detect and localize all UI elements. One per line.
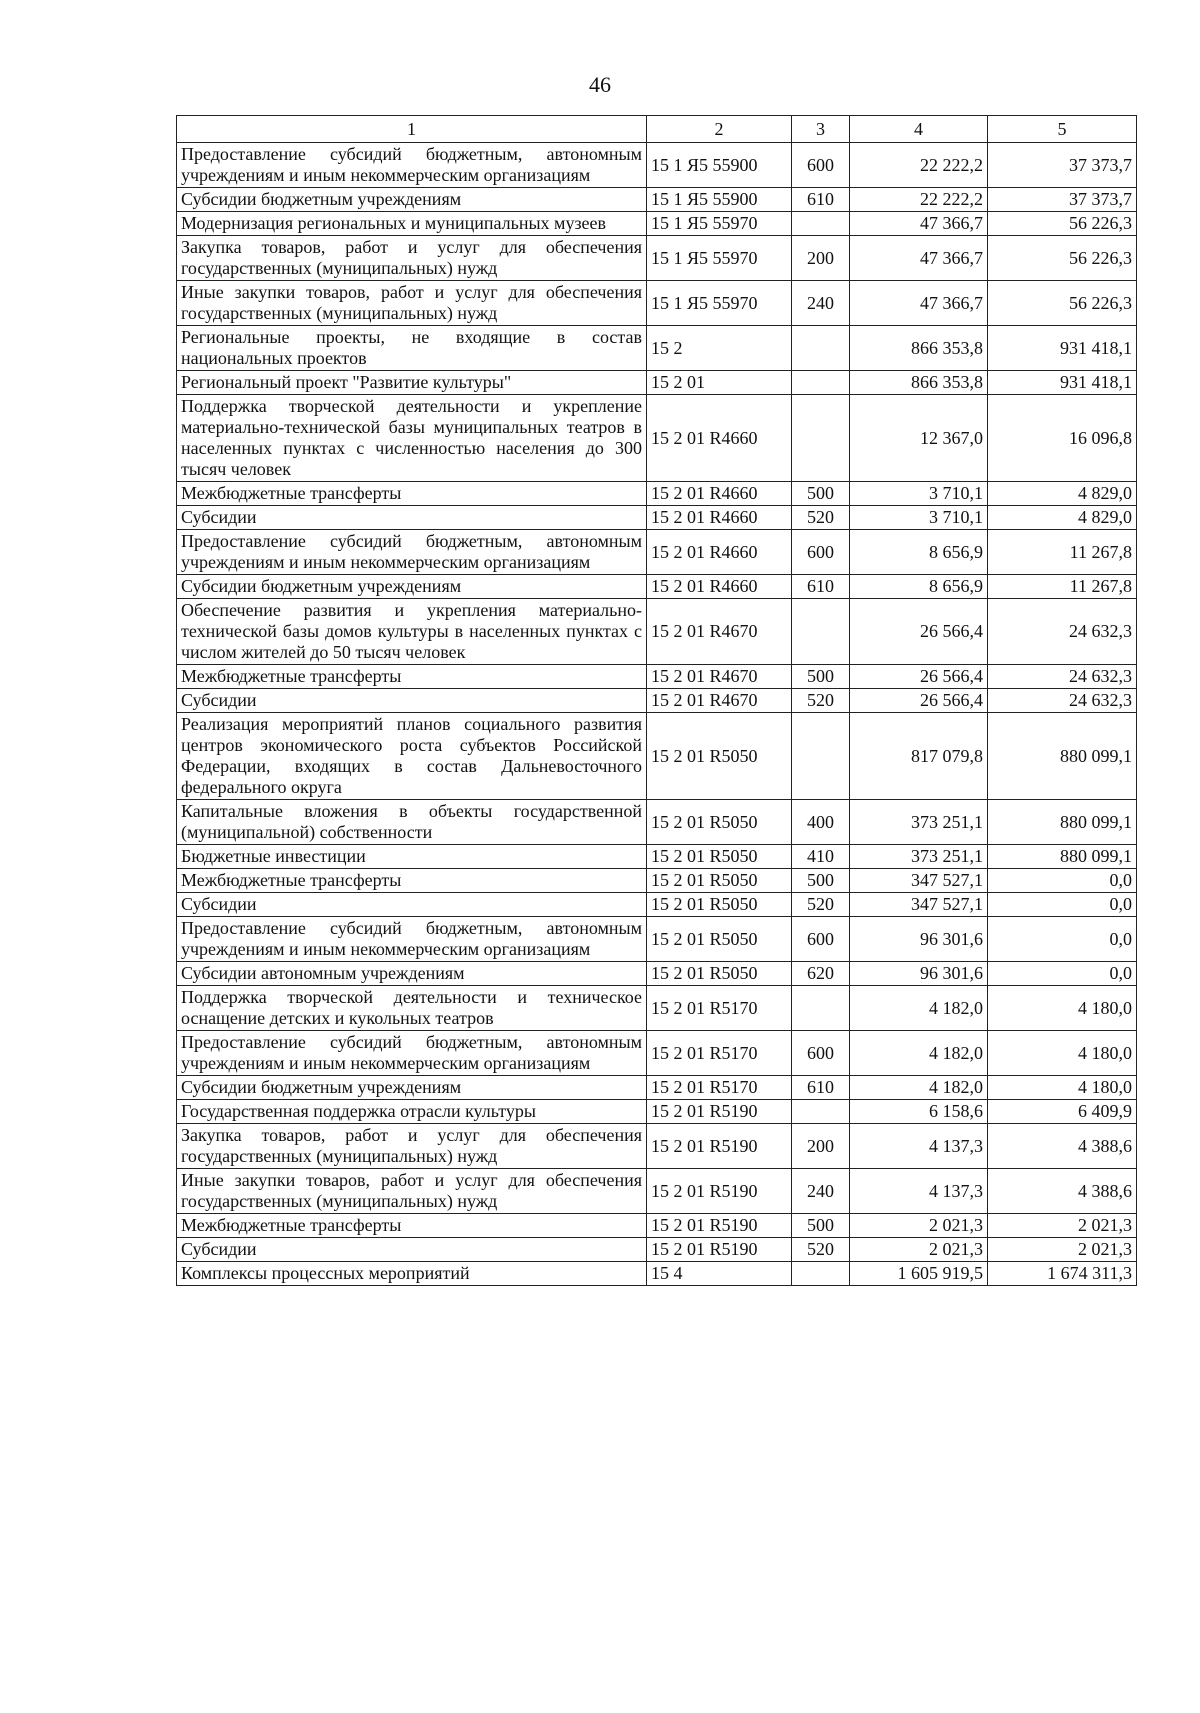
- row-value-1-cell: 2 021,3: [850, 1238, 988, 1262]
- row-name-cell: Бюджетные инвестиции: [177, 845, 647, 869]
- row-value-1-cell: 1 605 919,5: [850, 1262, 988, 1286]
- row-code-cell: 15 1 Я5 55970: [647, 236, 792, 281]
- row-value-1-cell: 96 301,6: [850, 962, 988, 986]
- row-name-cell: Закупка товаров, работ и услуг для обеспечения государственных (муниципальных) нужд: [177, 236, 647, 281]
- row-code-cell: 15 2: [647, 326, 792, 371]
- table-row: [177, 845, 1137, 869]
- row-value-1-cell: 2 021,3: [850, 1214, 988, 1238]
- table-row: [177, 281, 1137, 326]
- row-value-1-cell: 373 251,1: [850, 845, 988, 869]
- row-value-1-cell: 817 079,8: [850, 713, 988, 800]
- column-header-name: 1: [177, 116, 647, 143]
- row-code-cell: 15 1 Я5 55970: [647, 212, 792, 236]
- row-value-2-cell: 931 418,1: [988, 326, 1137, 371]
- row-name-cell: Поддержка творческой деятельности и укрепление материально-технической базы муниципальных театров в населенных пунктах с численностью населения до 300 тысяч человек: [177, 395, 647, 482]
- row-value-2-cell: 37 373,7: [988, 143, 1137, 188]
- row-type-cell: 500: [792, 665, 850, 689]
- row-value-1-cell: 866 353,8: [850, 371, 988, 395]
- table-row: [177, 1100, 1137, 1124]
- row-value-2-cell: 0,0: [988, 869, 1137, 893]
- row-value-1-cell: 866 353,8: [850, 326, 988, 371]
- row-value-1-cell: 8 656,9: [850, 575, 988, 599]
- row-type-cell: [792, 713, 850, 800]
- row-code-cell: 15 1 Я5 55970: [647, 281, 792, 326]
- row-type-cell: [792, 599, 850, 665]
- row-name-cell: Субсидии бюджетным учреждениям: [177, 575, 647, 599]
- table-row: [177, 188, 1137, 212]
- row-value-1-cell: 347 527,1: [850, 869, 988, 893]
- row-type-cell: [792, 371, 850, 395]
- table-row: [177, 665, 1137, 689]
- table-header-row: [177, 116, 1137, 143]
- row-value-2-cell: 24 632,3: [988, 665, 1137, 689]
- row-code-cell: 15 2 01 R4660: [647, 395, 792, 482]
- row-code-cell: 15 2 01 R5050: [647, 800, 792, 845]
- table-row: [177, 599, 1137, 665]
- table-row: [177, 143, 1137, 188]
- row-value-1-cell: 8 656,9: [850, 530, 988, 575]
- table-row: [177, 212, 1137, 236]
- table-row: [177, 1262, 1137, 1286]
- row-value-1-cell: 12 367,0: [850, 395, 988, 482]
- row-type-cell: 200: [792, 236, 850, 281]
- row-code-cell: 15 2 01 R5190: [647, 1124, 792, 1169]
- row-name-cell: Межбюджетные трансферты: [177, 665, 647, 689]
- table-row: [177, 689, 1137, 713]
- row-value-1-cell: 6 158,6: [850, 1100, 988, 1124]
- row-name-cell: Субсидии бюджетным учреждениям: [177, 188, 647, 212]
- table-row: [177, 1169, 1137, 1214]
- row-type-cell: 600: [792, 917, 850, 962]
- row-type-cell: [792, 1262, 850, 1286]
- row-type-cell: 520: [792, 506, 850, 530]
- row-name-cell: Субсидии: [177, 893, 647, 917]
- column-header-type: 3: [792, 116, 850, 143]
- table-row: [177, 800, 1137, 845]
- table-row: [177, 1031, 1137, 1076]
- row-code-cell: 15 2 01 R5050: [647, 713, 792, 800]
- row-type-cell: 500: [792, 869, 850, 893]
- row-value-2-cell: 56 226,3: [988, 281, 1137, 326]
- row-value-1-cell: 96 301,6: [850, 917, 988, 962]
- budget-table: [176, 115, 1137, 1286]
- row-code-cell: 15 2 01 R4660: [647, 506, 792, 530]
- row-value-2-cell: 4 180,0: [988, 986, 1137, 1031]
- row-value-2-cell: 880 099,1: [988, 845, 1137, 869]
- row-code-cell: 15 2 01 R5190: [647, 1100, 792, 1124]
- row-code-cell: 15 2 01 R4670: [647, 689, 792, 713]
- row-type-cell: 500: [792, 482, 850, 506]
- row-name-cell: Субсидии: [177, 506, 647, 530]
- row-type-cell: 610: [792, 1076, 850, 1100]
- row-type-cell: [792, 326, 850, 371]
- row-value-1-cell: 26 566,4: [850, 689, 988, 713]
- row-type-cell: 240: [792, 1169, 850, 1214]
- row-name-cell: Модернизация региональных и муниципальных музеев: [177, 212, 647, 236]
- row-name-cell: Предоставление субсидий бюджетным, автономным учреждениям и иным некоммерческим организациям: [177, 1031, 647, 1076]
- row-value-1-cell: 47 366,7: [850, 281, 988, 326]
- row-code-cell: 15 2 01 R5050: [647, 869, 792, 893]
- row-type-cell: [792, 395, 850, 482]
- row-value-1-cell: 4 182,0: [850, 986, 988, 1031]
- table-row: [177, 371, 1137, 395]
- row-name-cell: Реализация мероприятий планов социального развития центров экономического роста субъектов Российской Федерации, входящих в состав Дальневосточного федерального округа: [177, 713, 647, 800]
- row-code-cell: 15 2 01 R4660: [647, 482, 792, 506]
- row-value-1-cell: 47 366,7: [850, 212, 988, 236]
- row-code-cell: 15 4: [647, 1262, 792, 1286]
- row-value-1-cell: 373 251,1: [850, 800, 988, 845]
- table-row: [177, 713, 1137, 800]
- row-code-cell: 15 2 01: [647, 371, 792, 395]
- column-header-value-1: 4: [850, 116, 988, 143]
- row-name-cell: Субсидии: [177, 1238, 647, 1262]
- row-name-cell: Комплексы процессных мероприятий: [177, 1262, 647, 1286]
- row-value-2-cell: 11 267,8: [988, 530, 1137, 575]
- row-code-cell: 15 2 01 R5190: [647, 1169, 792, 1214]
- row-type-cell: [792, 986, 850, 1031]
- row-code-cell: 15 1 Я5 55900: [647, 143, 792, 188]
- row-value-2-cell: 4 388,6: [988, 1124, 1137, 1169]
- row-name-cell: Предоставление субсидий бюджетным, автономным учреждениям и иным некоммерческим организациям: [177, 530, 647, 575]
- row-type-cell: 610: [792, 575, 850, 599]
- row-value-2-cell: 4 180,0: [988, 1031, 1137, 1076]
- row-name-cell: Межбюджетные трансферты: [177, 869, 647, 893]
- row-value-1-cell: 4 182,0: [850, 1031, 988, 1076]
- row-name-cell: Региональный проект "Развитие культуры": [177, 371, 647, 395]
- row-value-2-cell: 4 829,0: [988, 482, 1137, 506]
- column-header-code: 2: [647, 116, 792, 143]
- row-value-2-cell: 0,0: [988, 917, 1137, 962]
- row-type-cell: 600: [792, 143, 850, 188]
- table-row: [177, 1214, 1137, 1238]
- row-value-1-cell: 26 566,4: [850, 599, 988, 665]
- row-type-cell: 600: [792, 1031, 850, 1076]
- table-row: [177, 506, 1137, 530]
- row-name-cell: Поддержка творческой деятельности и техническое оснащение детских и кукольных театров: [177, 986, 647, 1031]
- row-code-cell: 15 2 01 R5170: [647, 1031, 792, 1076]
- row-value-1-cell: 3 710,1: [850, 482, 988, 506]
- table-row: [177, 1076, 1137, 1100]
- row-value-1-cell: 4 137,3: [850, 1169, 988, 1214]
- row-value-2-cell: 6 409,9: [988, 1100, 1137, 1124]
- table-row: [177, 917, 1137, 962]
- row-code-cell: 15 1 Я5 55900: [647, 188, 792, 212]
- row-value-1-cell: 4 182,0: [850, 1076, 988, 1100]
- row-value-2-cell: 56 226,3: [988, 212, 1137, 236]
- row-value-2-cell: 37 373,7: [988, 188, 1137, 212]
- row-type-cell: 620: [792, 962, 850, 986]
- table-row: [177, 893, 1137, 917]
- row-value-1-cell: 4 137,3: [850, 1124, 988, 1169]
- table-row: [177, 869, 1137, 893]
- row-value-2-cell: 11 267,8: [988, 575, 1137, 599]
- row-name-cell: Межбюджетные трансферты: [177, 1214, 647, 1238]
- row-type-cell: 200: [792, 1124, 850, 1169]
- row-value-2-cell: 0,0: [988, 893, 1137, 917]
- row-value-1-cell: 47 366,7: [850, 236, 988, 281]
- row-value-2-cell: 1 674 311,3: [988, 1262, 1137, 1286]
- row-name-cell: Субсидии бюджетным учреждениям: [177, 1076, 647, 1100]
- table-row: [177, 575, 1137, 599]
- row-value-2-cell: 2 021,3: [988, 1238, 1137, 1262]
- page-number: 46: [589, 72, 611, 97]
- row-value-2-cell: 4 829,0: [988, 506, 1137, 530]
- row-type-cell: 600: [792, 530, 850, 575]
- table-row: [177, 482, 1137, 506]
- table-row: [177, 962, 1137, 986]
- row-value-1-cell: 347 527,1: [850, 893, 988, 917]
- row-name-cell: Закупка товаров, работ и услуг для обеспечения государственных (муниципальных) нужд: [177, 1124, 647, 1169]
- row-value-2-cell: 24 632,3: [988, 599, 1137, 665]
- row-value-2-cell: 880 099,1: [988, 713, 1137, 800]
- column-header-value-2: 5: [988, 116, 1137, 143]
- table-body: [177, 143, 1137, 1286]
- row-value-1-cell: 22 222,2: [850, 143, 988, 188]
- table-row: [177, 1238, 1137, 1262]
- table-row: [177, 395, 1137, 482]
- row-name-cell: Региональные проекты, не входящие в состав национальных проектов: [177, 326, 647, 371]
- row-value-1-cell: 26 566,4: [850, 665, 988, 689]
- row-value-2-cell: 2 021,3: [988, 1214, 1137, 1238]
- row-value-2-cell: 0,0: [988, 962, 1137, 986]
- row-name-cell: Межбюджетные трансферты: [177, 482, 647, 506]
- row-code-cell: 15 2 01 R4660: [647, 530, 792, 575]
- row-code-cell: 15 2 01 R5170: [647, 1076, 792, 1100]
- row-code-cell: 15 2 01 R5190: [647, 1238, 792, 1262]
- row-name-cell: Капитальные вложения в объекты государственной (муниципальной) собственности: [177, 800, 647, 845]
- table-row: [177, 1124, 1137, 1169]
- row-code-cell: 15 2 01 R5170: [647, 986, 792, 1031]
- row-code-cell: 15 2 01 R5050: [647, 917, 792, 962]
- row-code-cell: 15 2 01 R5050: [647, 962, 792, 986]
- table-row: [177, 326, 1137, 371]
- table-row: [177, 530, 1137, 575]
- row-value-2-cell: 880 099,1: [988, 800, 1137, 845]
- row-name-cell: Субсидии: [177, 689, 647, 713]
- row-name-cell: Обеспечение развития и укрепления материально-технической базы домов культуры в населенных пунктах с числом жителей до 50 тысяч человек: [177, 599, 647, 665]
- row-value-2-cell: 16 096,8: [988, 395, 1137, 482]
- row-name-cell: Предоставление субсидий бюджетным, автономным учреждениям и иным некоммерческим организациям: [177, 143, 647, 188]
- row-name-cell: Субсидии автономным учреждениям: [177, 962, 647, 986]
- row-type-cell: 520: [792, 689, 850, 713]
- row-code-cell: 15 2 01 R4670: [647, 665, 792, 689]
- row-value-2-cell: 56 226,3: [988, 236, 1137, 281]
- row-value-2-cell: 4 180,0: [988, 1076, 1137, 1100]
- row-code-cell: 15 2 01 R5050: [647, 893, 792, 917]
- row-type-cell: 410: [792, 845, 850, 869]
- row-type-cell: 500: [792, 1214, 850, 1238]
- row-value-1-cell: 22 222,2: [850, 188, 988, 212]
- row-type-cell: 520: [792, 893, 850, 917]
- row-type-cell: [792, 1100, 850, 1124]
- row-name-cell: Иные закупки товаров, работ и услуг для обеспечения государственных (муниципальных) нужд: [177, 281, 647, 326]
- row-code-cell: 15 2 01 R5190: [647, 1214, 792, 1238]
- row-code-cell: 15 2 01 R5050: [647, 845, 792, 869]
- row-type-cell: 610: [792, 188, 850, 212]
- row-type-cell: 240: [792, 281, 850, 326]
- table-row: [177, 236, 1137, 281]
- row-name-cell: Государственная поддержка отрасли культуры: [177, 1100, 647, 1124]
- table-row: [177, 986, 1137, 1031]
- row-value-2-cell: 931 418,1: [988, 371, 1137, 395]
- row-type-cell: 400: [792, 800, 850, 845]
- row-value-2-cell: 24 632,3: [988, 689, 1137, 713]
- row-code-cell: 15 2 01 R4660: [647, 575, 792, 599]
- row-name-cell: Иные закупки товаров, работ и услуг для обеспечения государственных (муниципальных) нужд: [177, 1169, 647, 1214]
- row-code-cell: 15 2 01 R4670: [647, 599, 792, 665]
- row-type-cell: 520: [792, 1238, 850, 1262]
- row-name-cell: Предоставление субсидий бюджетным, автономным учреждениям и иным некоммерческим организациям: [177, 917, 647, 962]
- row-type-cell: [792, 212, 850, 236]
- row-value-1-cell: 3 710,1: [850, 506, 988, 530]
- row-value-2-cell: 4 388,6: [988, 1169, 1137, 1214]
